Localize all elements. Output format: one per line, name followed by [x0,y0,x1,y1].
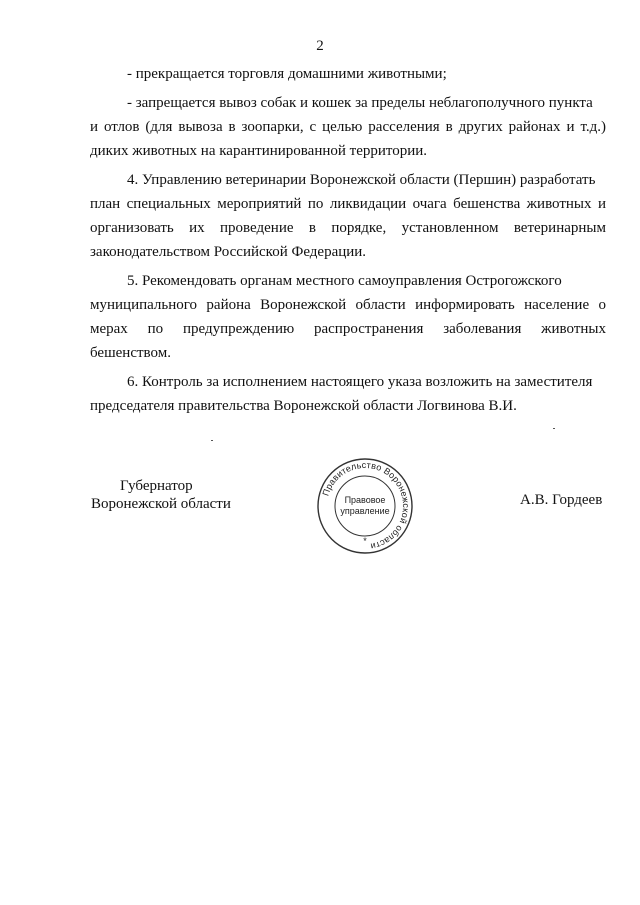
text-line: муниципального района Воронежской области информировать население о [90,297,606,313]
scan-speck [553,428,555,429]
text-line: - запрещается вывоз собак и кошек за пределы неблагополучного пункта [127,95,593,111]
scan-speck [211,440,213,441]
text-line: 6. Контроль за исполнением настоящего указа возложить на заместителя [127,374,593,390]
official-seal [315,456,415,556]
seal-stamp [315,456,415,556]
text-line: бешенством. [90,345,171,361]
text-line: и отлов (для вывоза в зоопарки, с целью расселения в других районах и т.д.) [90,119,606,135]
text-line: 5. Рекомендовать органам местного самоуправления Острогожского [127,273,562,289]
text-line: 4. Управлению ветеринарии Воронежской области (Першин) разработать [127,172,596,188]
signatory-position-line1: Губернатор [120,478,193,494]
text-line: план специальных мероприятий по ликвидации очага бешенства животных и [90,196,606,212]
signatory-name: А.В. Гордеев [520,492,603,508]
text-line: - прекращается торговля домашними животными; [127,66,447,82]
seal-center-line1: Правовое [344,495,386,505]
page-number: 2 [316,38,324,54]
text-line: диких животных на карантинированной территории. [90,143,428,159]
signatory-position-line2: Воронежской области [91,496,231,512]
text-line: мерах по предупреждению распространения заболевания животных [90,321,606,337]
seal-ring-text: Правительство Воронежской области [320,459,412,552]
seal-center-line2: управление [340,506,390,516]
seal-star: * [363,536,367,546]
text-line: председателя правительства Воронежской области Логвинова В.И. [90,398,517,414]
text-line: законодательством Российской Федерации. [90,244,367,260]
text-line: организовать их проведение в порядке, установленном ветеринарным [90,220,606,236]
